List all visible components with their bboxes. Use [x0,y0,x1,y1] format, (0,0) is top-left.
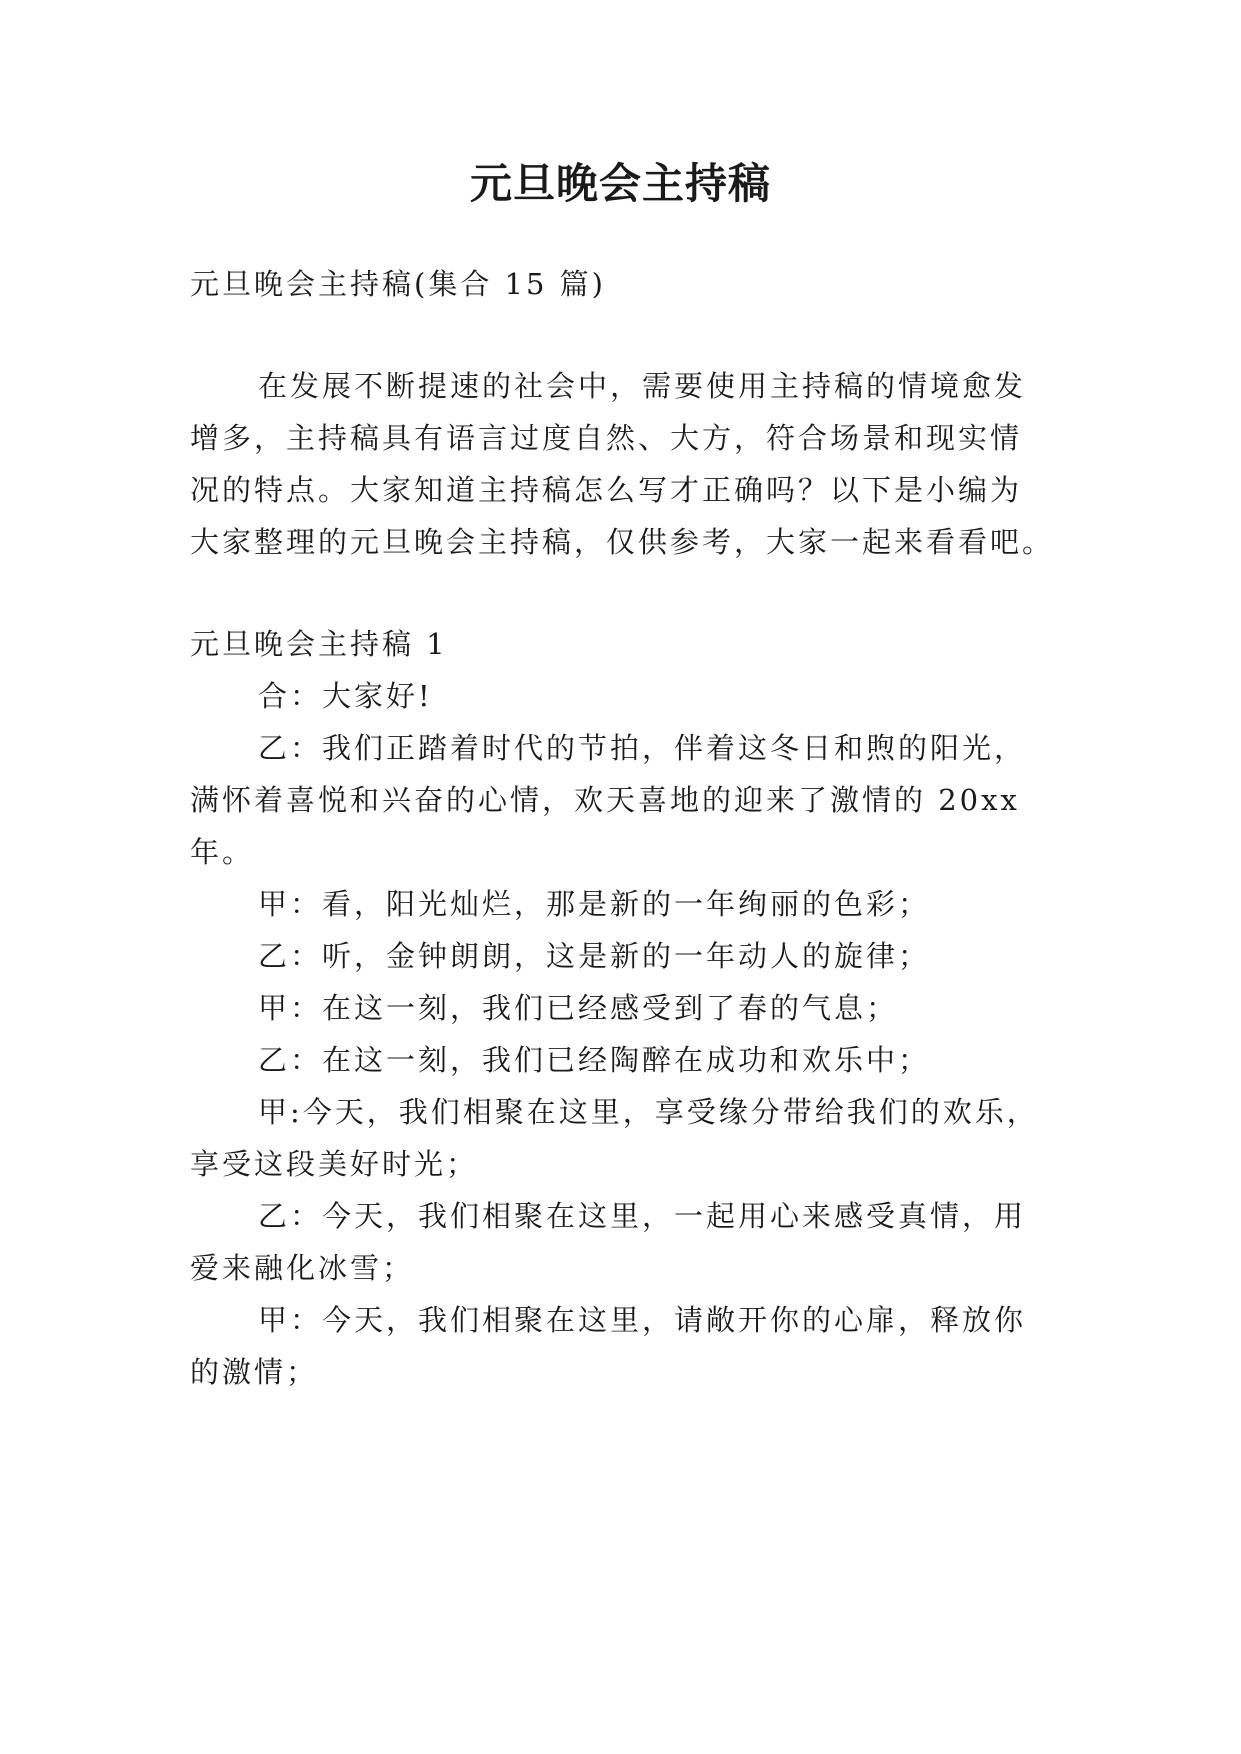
dialogue-line: 乙：我们正踏着时代的节拍，伴着这冬日和煦的阳光， [258,731,1027,765]
dialogue-line: 的激情； [190,1355,319,1389]
intro-line: 大家整理的元旦晚会主持稿，仅供参考，大家一起来看看吧。 [190,525,1055,559]
dialogue-line: 甲：今天，我们相聚在这里，请敞开你的心扉，释放你 [258,1303,1027,1337]
dialogue-line: 甲：看，阳光灿烂，那是新的一年绚丽的色彩； [258,887,931,921]
dialogue-line: 享受这段美好时光； [190,1147,479,1181]
dialogue-line: 乙：听，金钟朗朗，这是新的一年动人的旋律； [258,939,931,973]
dialogue-line: 爱来融化冰雪； [190,1251,415,1285]
intro-line: 增多，主持稿具有语言过度自然、大方，符合场景和现实情 [190,421,1023,455]
dialogue-line: 乙：今天，我们相聚在这里，一起用心来感受真情，用 [258,1199,1027,1233]
section-heading: 元旦晚会主持稿 1 [190,627,448,661]
document-subtitle: 元旦晚会主持稿(集合 15 篇) [190,267,606,301]
intro-line: 况的特点。大家知道主持稿怎么写才正确吗？以下是小编为 [190,473,1023,507]
intro-line: 在发展不断提速的社会中，需要使用主持稿的情境愈发 [258,369,1027,403]
dialogue-line: 甲：在这一刻，我们已经感受到了春的气息； [258,991,899,1025]
dialogue-line: 满怀着喜悦和兴奋的心情，欢天喜地的迎来了激情的 20xx [190,783,1020,817]
dialogue-line: 乙：在这一刻，我们已经陶醉在成功和欢乐中； [258,1043,931,1077]
dialogue-line: 年。 [190,835,255,869]
document-title: 元旦晚会主持稿 [469,159,771,208]
dialogue-line: 甲:今天，我们相聚在这里，享受缘分带给我们的欢乐， [258,1095,1039,1129]
dialogue-line: 合：大家好! [258,679,433,713]
